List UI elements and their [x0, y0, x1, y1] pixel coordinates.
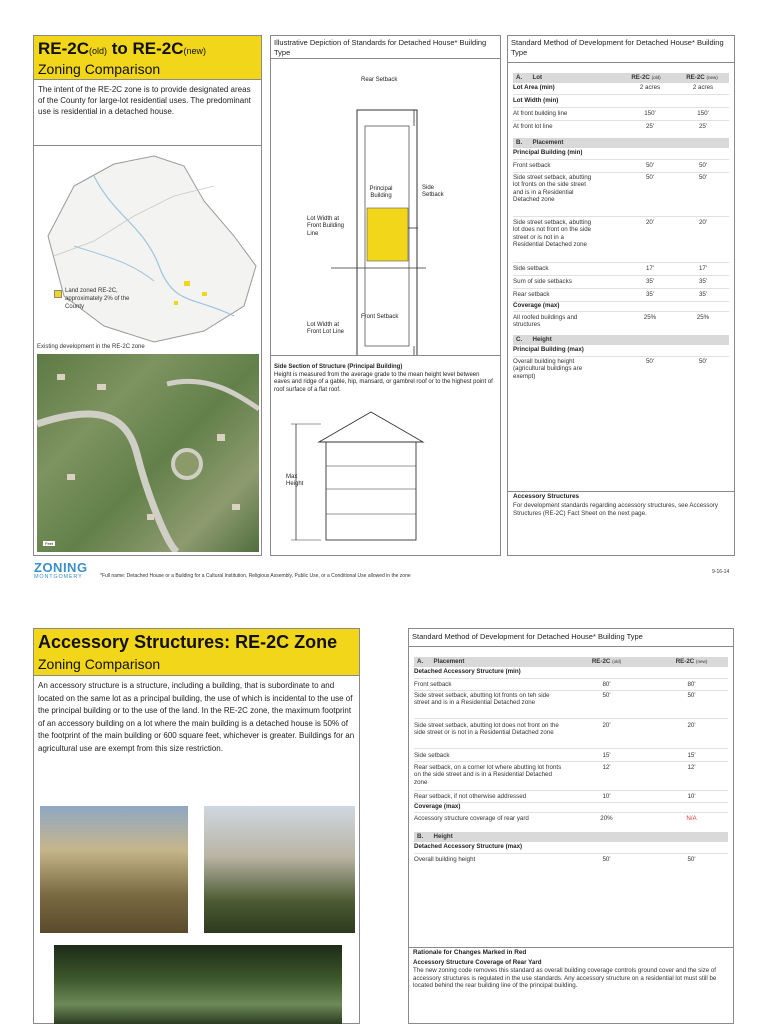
- principal-building: [367, 208, 408, 261]
- aerial-roads: [37, 354, 259, 552]
- logo-main: ZONING: [34, 560, 88, 575]
- label-rear-setback: Rear Setback: [361, 77, 398, 83]
- photo-house-autumn: [40, 806, 188, 933]
- label-front-setback: Front Setback: [361, 314, 399, 320]
- table2-rationale-rule: [409, 947, 733, 948]
- photo-house-trees: [54, 945, 342, 1024]
- table1-section-c: C. Height: [513, 335, 729, 345]
- diagram-title: Illustrative Depiction of Standards for Detached House* Building Type: [274, 38, 487, 57]
- page2-photos-box: [33, 797, 360, 1024]
- col-old-header: RE-2C (old): [631, 74, 661, 81]
- map-legend-swatch: [54, 290, 62, 298]
- table2-coverage-label: Coverage (max): [414, 803, 461, 810]
- table1-title-bar: [508, 36, 734, 63]
- table1-accessory-title: Accessory Structures: [513, 493, 580, 500]
- table2-title: Standard Method of Development for Detached House* Building Type: [412, 632, 643, 641]
- table1-accessory-rule: [508, 491, 734, 492]
- photo-house-garage: [204, 806, 355, 933]
- page1-title: RE-2C(old) to RE-2C(new): [38, 39, 207, 58]
- standards-table-1: Standard Method of Development for Detached House* Building Type A. Lot RE-2C (old) RE-2C (new) Lot Area (min) 2 acres 2 acres Lot Width (min) At front building line 150' 150' At front lot line 25' 25' B. Placement Principal Building (min) Front setback 50' 50' Side street setback, abutting lot fronts on the side street and is in a Residential Detached zone 50' 50' Side street setback, abutting lot does not front on the side street or is not in a Residential Detached zone 20' 20' Side setback 17' 17' Sum of side setbacks 35' 35' Rear setback 35' 35' Coverage (max) All roofed buildings and structures 25% 25% C. Height Principal Building (max) Overall building height (agricultural buildings are exempt) 50' 50' Accessory Structures For development standards regarding accessory structures, see Accessory Structures (RE-2C) Fact Sheet on the next page.: [507, 35, 735, 556]
- side-section-text: Height is measured from the average grade to the mean height level between eaves and ridge of a gable, hip, mansard, or gambrel roof or to the highest point of roof surface of a flat roof.: [274, 372, 493, 393]
- table1-height-label: Principal Building (max): [513, 346, 584, 353]
- col-old-header: RE-2C (old): [591, 658, 622, 665]
- page1-intro: The intent of the RE-2C zone is to provide designated areas of the County for large-lot residential uses. The predominant use is residential in a detached house.: [38, 85, 251, 116]
- county-outline: [48, 156, 256, 342]
- zoned-area: [174, 301, 178, 305]
- page1-title-block: [33, 35, 262, 80]
- table2-accessory-label: Detached Accessory Structure (min): [414, 668, 521, 675]
- side-section-panel: [270, 355, 501, 556]
- page1-subtitle: Zoning Comparison: [38, 61, 161, 77]
- aerial-photo: [37, 354, 259, 552]
- zoning-logo: [34, 561, 88, 580]
- table2-height-label: Detached Accessory Structure (max): [414, 843, 523, 850]
- aerial-caption: Existing development in the RE-2C zone: [37, 344, 145, 350]
- label-principal-building: Principal Building: [369, 186, 393, 200]
- standards-table-2: Standard Method of Development for Detached House* Building Type A. Placement RE-2C (old) RE-2C (new) Detached Accessory Structure (min) Front setback 80' 80' Side street setback, abutting lot fronts on teh side street and is in a Residential Detached zone 50' 50' Side street setback, abutting lot does not front on the side street or is not in a Residential Detached zone 20' 20' Side setback 15' 15' Rear setback, on a corner lot where abutting lot fronts on the side street and is in a Residential Detached zone 12' 12' Rear setback, if not otherwise addressed 10' 10' Coverage (max) Accessory structure coverage of rear yard 20% N/A B. Height Detached Accessory Structure (max) Overall building height 50' 50' Rationale for Changes Marked in Red Accessory Structure Coverage of Rear Yard The new zoning code removes this standard as overall building coverage controls ground cover and the size of accessory structures is regulated in the use standards. Any accessory structure on a residential lot must still be located behind the rear building line of the principal building.: [408, 628, 734, 1024]
- page2-intro: An accessory structure is a structure, including a building, that is subordinate to and located on the same lot as a principal building, the use of which is incidental to the use of the principal building or to the use of the land. In the RE-2C zone, the maximum footprint of an accessory building on a lot where the main building is a detached house is 50% of the footprint of the main building or 600 square feet, whichever is greater. Buildings for an agricultural use are exempt from this size restriction.: [38, 681, 355, 753]
- map-legend: Land zoned RE-2C, approximately 2% of the County: [65, 288, 130, 310]
- logo-sub: MONTGOMERY: [34, 574, 83, 580]
- page1-date: 9-16-14: [712, 569, 730, 575]
- county-map: [34, 146, 263, 346]
- zoned-area: [202, 292, 207, 296]
- rationale-subtitle: Accessory Structure Coverage of Rear Yard: [413, 959, 542, 966]
- changed-value: N/A: [686, 815, 697, 822]
- page2-title-block: [33, 628, 360, 676]
- label-lot-width-front-building-line: Lot Width at Front Building Line: [307, 216, 345, 237]
- table2-section-b: B. Height: [414, 832, 728, 842]
- rationale-title: Rationale for Changes Marked in Red: [413, 949, 527, 956]
- table1-coverage-label: Coverage (max): [513, 302, 560, 309]
- label-lot-width-front-lot-line: Lot Width at Front Lot Line: [307, 322, 345, 336]
- table1-accessory-text: For development standards regarding accessory structures, see Accessory Structures (RE-2C) Fact Sheet on the next page.: [513, 502, 718, 517]
- table2-section-a: A. Placement RE-2C (old) RE-2C (new): [414, 657, 728, 667]
- page2-title: Accessory Structures: RE-2C Zone: [38, 632, 338, 652]
- page1-footnote: *Full name: Detached House or a Building for a Cultural Institution, Religious Assembly, Public Use, or a Conditional Use allowed in the zone: [100, 573, 411, 579]
- lot-diagram: [271, 58, 500, 356]
- page2-subtitle: Zoning Comparison: [38, 656, 161, 672]
- table1-section-a: A. Lot RE-2C (old) RE-2C (new): [513, 73, 729, 83]
- page2-intro-box: [33, 676, 360, 798]
- table1-section-b: B. Placement: [513, 138, 729, 148]
- table1-principal-label: Principal Building (min): [513, 149, 583, 156]
- table1-title: Standard Method of Development for Detached House* Building Type: [511, 38, 724, 57]
- county-map-box: [33, 146, 262, 355]
- aerial-scale: Feet: [45, 541, 54, 546]
- side-section-title: Side Section of Structure (Principal Building): [274, 364, 403, 370]
- label-max-height: Max Height: [286, 474, 304, 488]
- rationale-text: The new zoning code removes this standard as overall building coverage controls ground cover and the size of accessory structures is regulated in the use standards. Any accessory structure on a residential lot must still be located behind the rear building line of the principal building.: [413, 967, 717, 989]
- table1-lot-width-label: Lot Width (min): [513, 97, 559, 104]
- zoned-area: [184, 281, 190, 286]
- table2-title-bar: [409, 629, 733, 647]
- diagram-panel: [270, 35, 501, 356]
- label-side-setback: Side Setback: [422, 185, 444, 199]
- page1-intro-box: [33, 80, 262, 146]
- col-new-header: RE-2C (new): [675, 658, 708, 665]
- aerial-box: [33, 343, 262, 556]
- col-new-header: RE-2C (new): [686, 74, 718, 81]
